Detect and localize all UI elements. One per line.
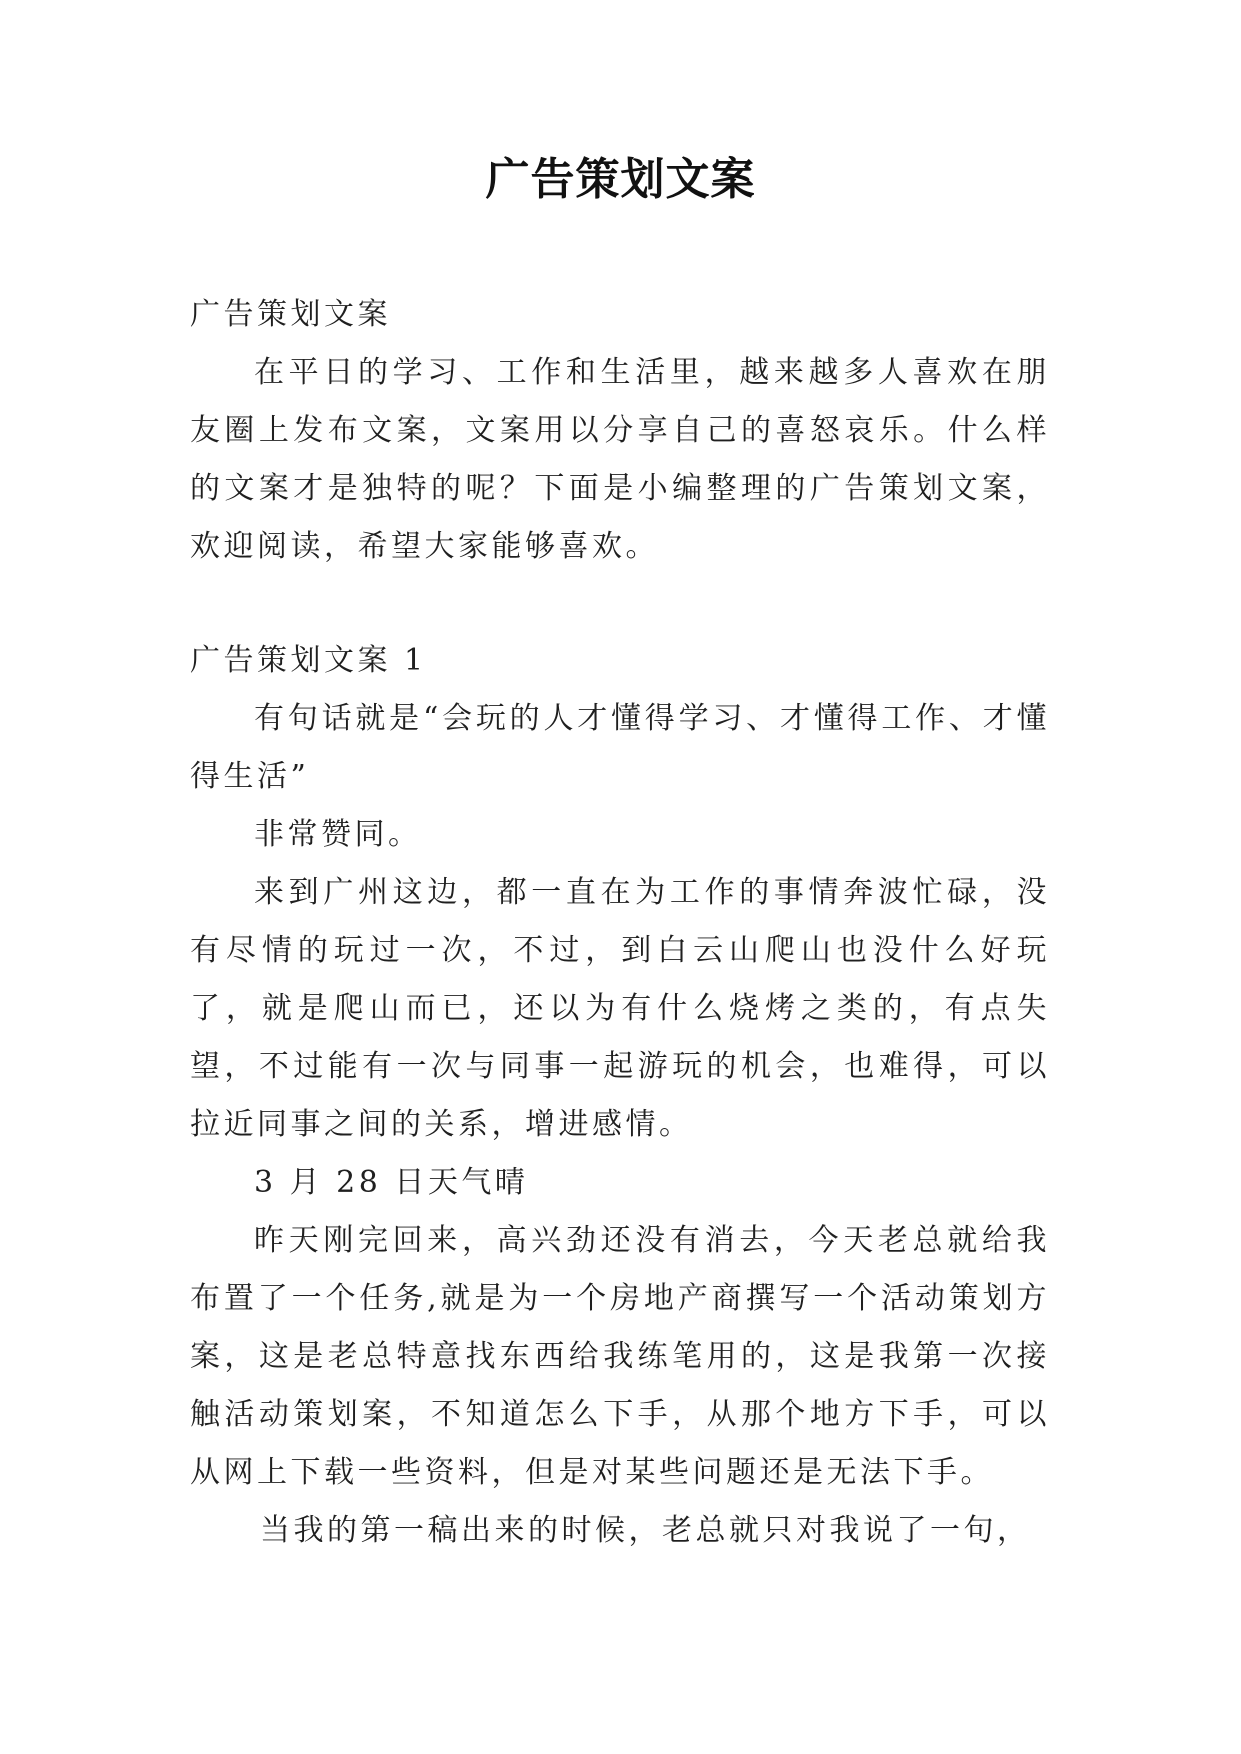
section-heading-main: 广告策划文案 xyxy=(190,297,391,332)
paragraph: 来到广州这边，都一直在为工作的事情奔波忙碌，没有尽情的玩过一次，不过，到白云山爬山也没什么好玩了，就是爬山而已，还以为有什么烧烤之类的，有点失望，不过能有一次与同事一起游玩的机会，也难得，可以拉近同事之间的关系，增进感情。 xyxy=(190,875,1050,1142)
date-line: 3 月 28 日天气晴 xyxy=(254,1165,529,1200)
paragraph: 非常赞同。 xyxy=(254,817,422,852)
document-body xyxy=(190,286,1050,1560)
paragraph: 有句话就是“会玩的人才懂得学习、才懂得工作、才懂得生活” xyxy=(190,701,1050,794)
paragraph: 当我的第一稿出来的时候，老总就只对我说了一句， xyxy=(260,1513,1031,1548)
intro-paragraph: 在平日的学习、工作和生活里，越来越多人喜欢在朋友圈上发布文案，文案用以分享自己的喜怒哀乐。什么样的文案才是独特的呢？下面是小编整理的广告策划文案，欢迎阅读，希望大家能够喜欢。 xyxy=(190,355,1050,564)
paragraph: 昨天刚完回来，高兴劲还没有消去，今天老总就给我布置了一个任务,就是为一个房地产商撰写一个活动策划方案，这是老总特意找东西给我练笔用的，这是我第一次接触活动策划案，不知道怎么下手，从那个地方下手，可以从网上下载一些资料，但是对某些问题还是无法下手。 xyxy=(190,1223,1050,1490)
page-title: 广告策划文案 xyxy=(485,154,756,205)
section-heading-1: 广告策划文案 1 xyxy=(190,643,427,678)
